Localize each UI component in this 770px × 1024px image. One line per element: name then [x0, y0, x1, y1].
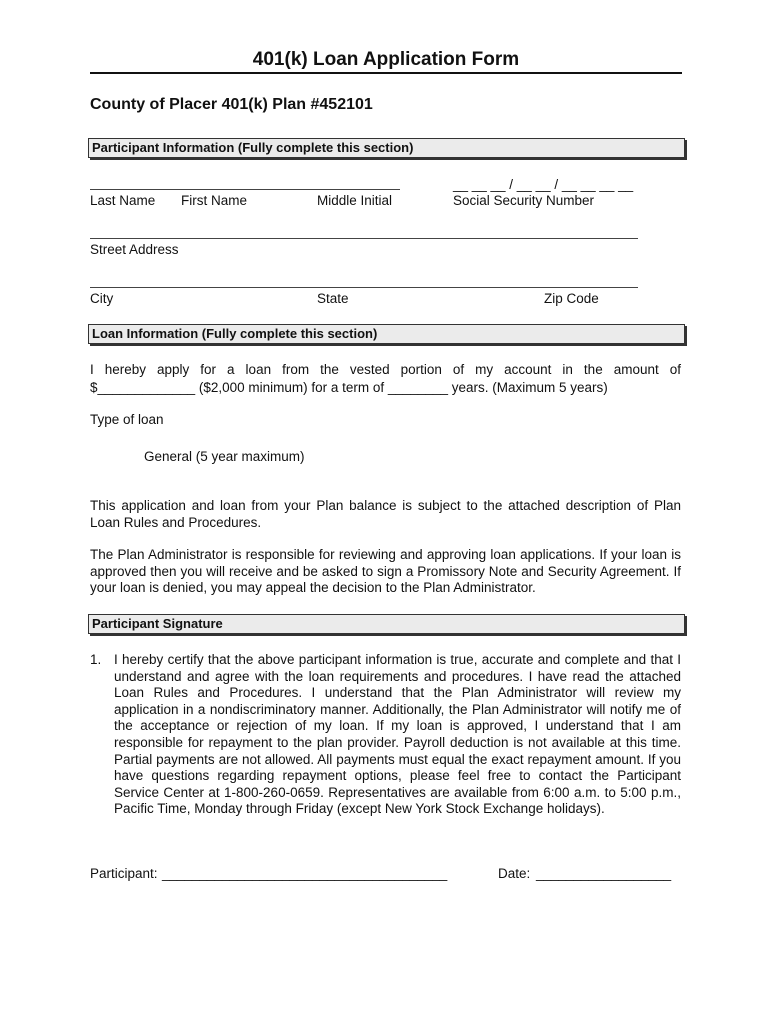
general-loan-option[interactable]: General (5 year maximum)	[144, 449, 305, 464]
date-label: Date:	[498, 866, 531, 881]
participant-label: Participant:	[90, 866, 158, 881]
loan-apply-line-2[interactable]: $_____________ ($2,000 minimum) for a term of ________ years. (Maximum 5 years)	[90, 380, 608, 395]
plan-name: County of Placer 401(k) Plan #452101	[90, 96, 373, 113]
loan-rules-paragraph: This application and loan from your Plan balance is subject to the attached description of Plan Loan Rules and Procedures.	[90, 498, 681, 530]
last-name-label: Last Name	[90, 193, 156, 208]
participant-signature-field[interactable]: ______________________________________	[162, 866, 448, 881]
loan-apply-line-1: I hereby apply for a loan from the vested portion of my account in the amount of	[90, 362, 681, 377]
date-field[interactable]: __________________	[536, 866, 672, 881]
plan-admin-paragraph: The Plan Administrator is responsible for reviewing and approving loan applications. If your loan is approved then you will receive and be asked to sign a Promissory Note and Security Agreement. If your loan is denied, you may appeal the decision to the Plan Administrator.	[90, 547, 681, 596]
city-state-zip-line[interactable]	[90, 287, 638, 288]
loan-info-header: Loan Information (Fully complete this section)	[88, 324, 685, 344]
certification-number: 1.	[90, 652, 102, 667]
title-underline	[90, 72, 682, 74]
city-label: City	[90, 291, 114, 306]
ssn-blank[interactable]: __ __ __ / __ __ / __ __ __ __	[453, 177, 634, 192]
participant-signature-header: Participant Signature	[88, 614, 685, 634]
certification-text: I hereby certify that the above participant information is true, accurate and complete and that I understand and agree with the loan requirements and procedures. I have read the attached Loan Rules and Procedures. I understand that the Plan Administrator will review my application in a nondiscriminatory manner. Additionally, the Plan Administrator will notify me of the acceptance or rejection of my loan. If my loan is approved, I understand that I am responsible for repayment to the plan provider. Payroll deduction is not available at this time. Partial payments are not allowed. All payments must equal the exact repayment amount. If you have questions regarding repayment options, please feel free to contact the Participant Service Center at 1-800-260-0659. Representatives are available from 6:00 a.m. to 5:00 p.m., Pacific Time, Monday through Friday (except New York Stock Exchange holidays).	[114, 652, 681, 817]
loan-type-label: Type of loan	[90, 412, 164, 427]
form-title: 401(k) Loan Application Form	[252, 49, 520, 70]
state-label: State	[317, 291, 349, 306]
street-address-label: Street Address	[90, 242, 179, 257]
name-line[interactable]	[90, 189, 400, 190]
first-name-label: First Name	[181, 193, 248, 208]
middle-initial-label: Middle Initial	[317, 193, 393, 208]
ssn-label: Social Security Number	[453, 193, 595, 208]
street-address-line[interactable]	[90, 238, 638, 239]
participant-info-header: Participant Information (Fully complete this section)	[88, 138, 685, 158]
zip-code-label: Zip Code	[544, 291, 599, 306]
